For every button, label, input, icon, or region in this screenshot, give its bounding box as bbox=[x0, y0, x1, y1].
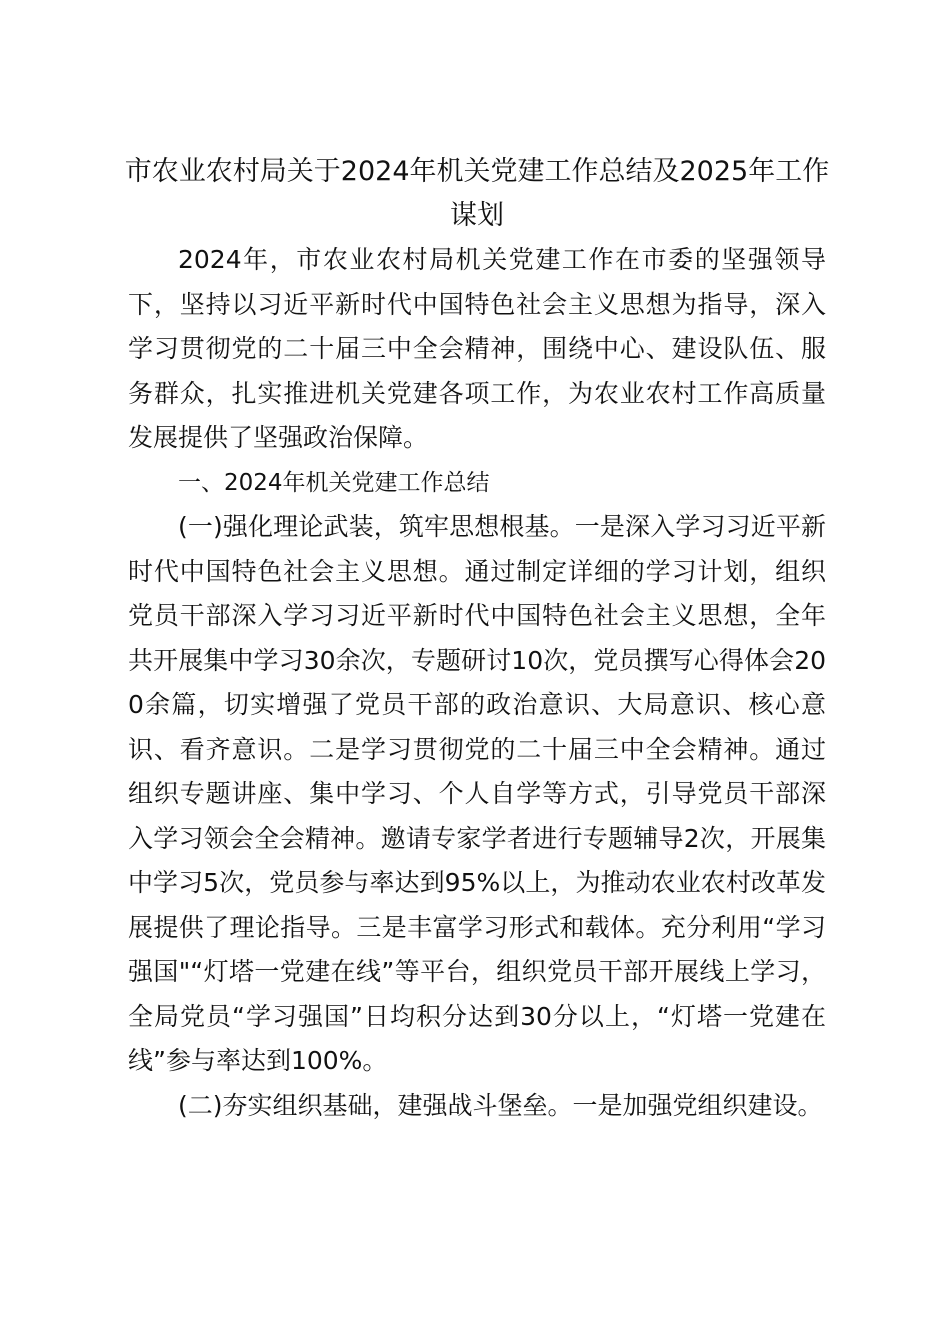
intro-paragraph: 2024年，市农业农村局机关党建工作在市委的坚强领导下，坚持以习近平新时代中国特色社会主义思想为指导，深入学习贯彻党的二十届三中全会精神，围绕中心、建设队伍、服务群众，扎实推进机关党建各项工作，为农业农村工作高质量发展提供了坚强政治保障。 bbox=[128, 245, 826, 452]
section-heading: 一、2024年机关党建工作总结 bbox=[178, 469, 490, 496]
document-title: 市农业农村局关于2024年机关党建工作总结及2025年工作谋划 bbox=[124, 156, 830, 231]
subsection-paragraph-1: (一)强化理论武装，筑牢思想根基。一是深入学习习近平新时代中国特色社会主义思想。通过制定详细的学习计划，组织党员干部深入学习习近平新时代中国特色社会主义思想，全年共开展集中学习30余次，专题研讨10次，党员撰写心得体会200余篇，切实增强了党员干部的政治意识、大局意识、核心意识、看齐意识。二是学习贯彻党的二十届三中全会精神。通过组织专题讲座、集中学习、个人自学等方式，引导党员干部深入学习领会全会精神。邀请专家学者进行专题辅导2次，开展集中学习5次，党员参与率达到95%以上，为推动农业农村改革发展提供了理论指导。三是丰富学习形式和载体。充分利用“学习强国"“灯塔一党建在线”等平台，组织党员干部开展线上学习，全局党员“学习强国”日均积分达到30分以上，“灯塔一党建在线”参与率达到100%。 bbox=[128, 512, 826, 1075]
document-page bbox=[124, 150, 830, 1128]
subsection-paragraph-2: (二)夯实组织基础，建强战斗堡垒。一是加强党组织建设。 bbox=[178, 1090, 823, 1120]
